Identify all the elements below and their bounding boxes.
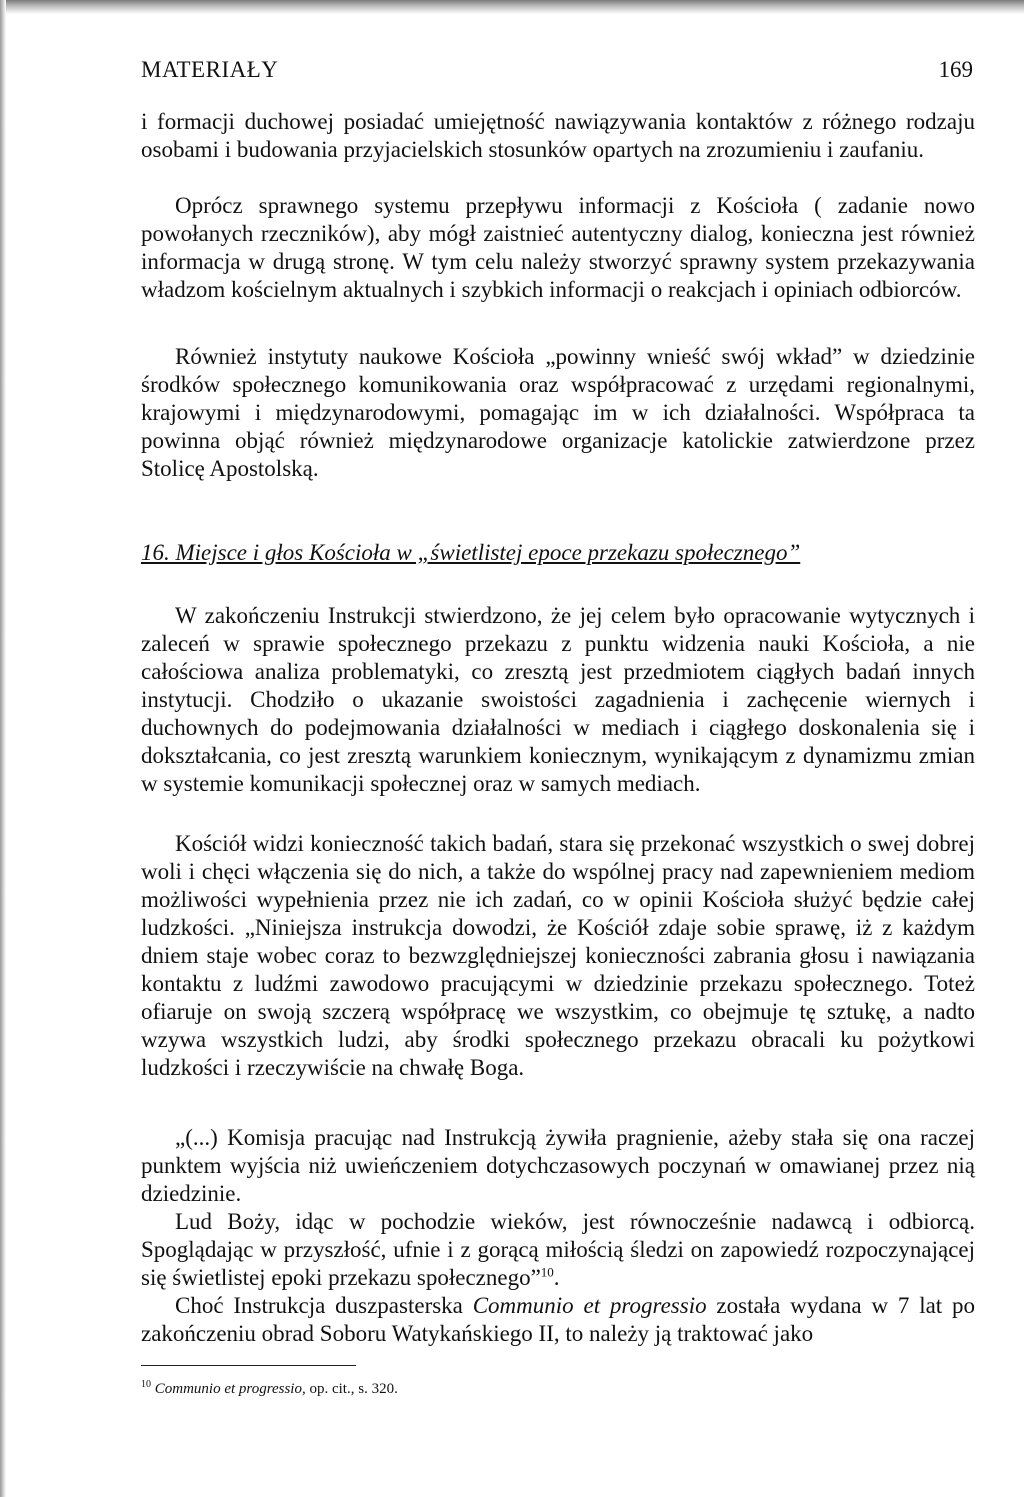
page-header [141,50,973,90]
footnote-reference: 10 [540,1264,554,1280]
footnote-divider [141,1365,356,1366]
footnote-citation: , op. cit., s. 320. [301,1381,398,1397]
paragraph-continuation: i formacji duchowej posiadać umiejętność nawiązywania kontaktów z różnego rodzaju osobami i budowania przyjacielskich stosunków opartych na zrozumieniu i zaufaniu. [141,109,975,162]
paragraph-start: Choć Instrukcja duszpasterska [175,1293,473,1318]
footnote-title: Communio et progressio [154,1381,302,1397]
section-heading: 16. Miejsce i głos Kościoła w „świetlistej epoce przekazu społecznego” [141,540,801,565]
paragraph-end: została wydana w 7 lat po zakończeniu obrad Soboru Watykańskiego II, to należy ją traktować jako [141,1293,976,1346]
footnote [141,1378,975,1400]
people-of-god-end: . [553,1265,560,1290]
paragraph-church-research: Kościół widzi konieczność takich badań, stara się przekonać wszystkich o swej dobrej woli i chęci włączenia się do nich, a także do wspólnej pracy nad zapewnieniem mediom możliwości wypełnienia przez nie ich zadań, co w opinii Kościoła służyć będzie całej ludzkości. „Niniejsza instrukcja dowodzi, że Kościół zdaje sobie sprawę, iż z każdym dniem staje wobec coraz to bezwzględniejszej konieczności zabrania głosu i nawiązania kontaktu z ludźmi zawodowo pracującymi w dziedzinie przekazu społecznego. Toteż ofiaruje on swoją szczerą współpracę we wszystkim, co obejmuje tę sztukę, a nadto wzywa wszystkich ludzi, aby środki społecznego przekazu obracali ku pożytkowi ludzkości i rzeczywiście na chwałę Boga. [141,831,975,1080]
paragraph-instruction-conclusion: W zakończeniu Instrukcji stwierdzono, że jej celem było opracowanie wytycznych i zaleceń w sprawie społecznego przekazu z punktu widzenia nauki Kościoła, a nie całościowa analiza problematyki, co zresztą jest przedmiotem ciągłych badań innych instytucji. Chodziło o ukazanie swoistości zagadnienia i zachęcenie wiernych i duchownych do podejmowania działalności w mediach i ciągłego doskonalenia się i dokształcania, co jest zresztą warunkiem koniecznym, wynikającym z dynamizmu zmian w systemie komunikacji społecznej oraz w samych mediach. [141,603,975,796]
paragraph-information-flow: Oprócz sprawnego systemu przepływu informacji z Kościoła ( zadanie nowo powołanych rzeczników), aby mógł zaistnieć autentyczny dialog, konieczna jest również informacja w drugą stronę. W tym celu należy stworzyć sprawny system przekazywania władzom kościelnym aktualnych i szybkich informacji o reakcjach i opiniach odbiorców. [141,193,975,302]
document-title: Communio et progressio [472,1293,707,1318]
page-number: 169 [938,57,973,82]
footnote-number: 10 [141,1379,151,1390]
paragraph-people-of-god [141,1208,975,1292]
people-of-god-text: Lud Boży, idąc w pochodzie wieków, jest równocześnie nadawcą i odbiorcą. Spoglądając w przyszłość, ufnie i z gorącą miłością śledzi on zapowiedź rozpoczynającej się świetlistej epoki przekazu społecznego” [141,1209,975,1290]
scan-edge-top [0,0,1024,14]
scan-edge-left [0,0,6,1497]
paragraph-commission-quote: „(...) Komisja pracując nad Instrukcją żywiła pragnienie, ażeby stała się ona raczej punktem wyjścia niż uwieńczeniem dotychczasowych poczynań w omawianej przez nią dziedzinie. [141,1125,975,1206]
paragraph-communio-et-progressio [141,1292,975,1348]
running-head: MATERIAŁY [141,57,279,82]
paragraph-scientific-institutes: Również instytuty naukowe Kościoła „powinny wnieść swój wkład” w dziedzinie środków społecznego komunikowania oraz współpracować z urzędami regionalnymi, krajowymi i międzynarodowymi, pomagając im w ich działalności. Współpraca ta powinna objąć również międzynarodowe organizacje katolickie zatwierdzone przez Stolicę Apostolską. [141,344,975,481]
